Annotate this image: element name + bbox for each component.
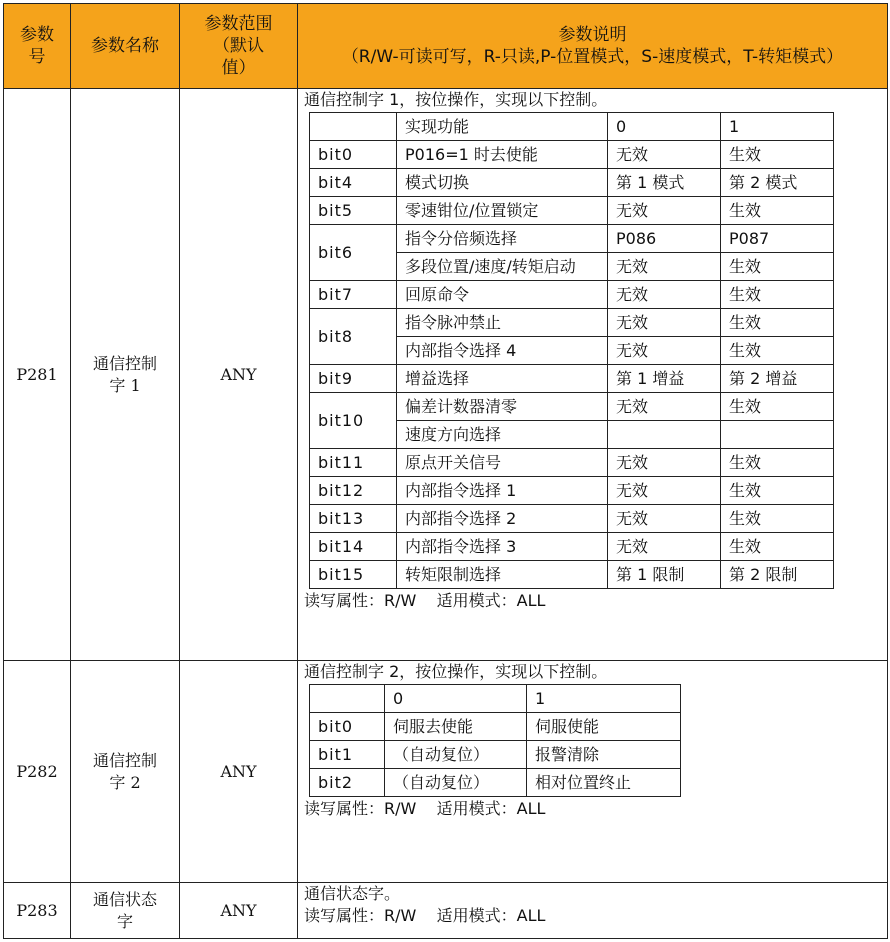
bit-function: 转矩限制选择 xyxy=(397,561,608,589)
param-row-p282 xyxy=(4,661,888,883)
header-range-line: 值） xyxy=(221,58,256,78)
param-desc xyxy=(298,661,888,883)
bit-value-1: 相对位置终止 xyxy=(527,769,681,797)
table-row xyxy=(310,477,834,505)
bit-value-0: 无效 xyxy=(608,309,721,337)
bit-label: bit1 xyxy=(310,741,385,769)
bit-value-0: 无效 xyxy=(608,505,721,533)
bit-label: bit9 xyxy=(310,365,397,393)
param-no: P283 xyxy=(4,883,71,939)
bit-value-0: 无效 xyxy=(608,393,721,421)
desc-footer: 读写属性：R/W 适用模式：ALL xyxy=(304,906,546,925)
table-row xyxy=(310,141,834,169)
bit-value-0: 第 1 模式 xyxy=(608,169,721,197)
bit-value-0: 无效 xyxy=(608,281,721,309)
bit-header-blank xyxy=(310,685,385,713)
bit-value-0: 无效 xyxy=(608,253,721,281)
header-row xyxy=(4,4,888,89)
bit-function: 内部指令选择 4 xyxy=(397,337,608,365)
table-row xyxy=(310,561,834,589)
bit-label: bit0 xyxy=(310,713,385,741)
bit-label: bit14 xyxy=(310,533,397,561)
param-range: ANY xyxy=(180,883,298,939)
bit-value-1: 第 2 增益 xyxy=(721,365,834,393)
table-row xyxy=(310,769,681,797)
bit-label: bit12 xyxy=(310,477,397,505)
bit-label: bit0 xyxy=(310,141,397,169)
bit-table-header xyxy=(310,685,681,713)
parameter-table xyxy=(3,3,888,939)
bit-label: bit6 xyxy=(310,225,397,281)
bit-header-v0: 0 xyxy=(385,685,527,713)
bit-label: bit5 xyxy=(310,197,397,225)
param-name xyxy=(71,89,180,661)
desc-footer: 读写属性：R/W 适用模式：ALL xyxy=(304,591,546,610)
bit-value-0: 无效 xyxy=(608,449,721,477)
header-param-desc xyxy=(298,4,888,89)
table-row xyxy=(310,393,834,421)
param-no: P282 xyxy=(4,661,71,883)
bit-function: 偏差计数器清零 xyxy=(397,393,608,421)
param-name-line: 通信控制 xyxy=(92,353,157,373)
bit-label: bit10 xyxy=(310,393,397,449)
param-desc xyxy=(298,883,888,939)
bit-value-0: 伺服去使能 xyxy=(385,713,527,741)
bit-function: 内部指令选择 2 xyxy=(397,505,608,533)
bit-value-0: （自动复位） xyxy=(385,741,527,769)
bit-value-0: 第 1 增益 xyxy=(608,365,721,393)
bit-value-0: 无效 xyxy=(608,141,721,169)
table-row xyxy=(310,225,834,253)
header-param-no-line: 参数 xyxy=(20,25,54,45)
header-param-no xyxy=(4,4,71,89)
bit-function: 多段位置/速度/转矩启动 xyxy=(397,253,608,281)
bit-value-1 xyxy=(721,421,834,449)
table-row xyxy=(310,309,834,337)
bit-table-p281 xyxy=(309,112,834,589)
desc-footer: 读写属性：R/W 适用模式：ALL xyxy=(304,799,546,818)
bit-value-1: 生效 xyxy=(721,141,834,169)
table-row xyxy=(310,533,834,561)
param-range: ANY xyxy=(180,89,298,661)
bit-header-blank xyxy=(310,113,397,141)
table-row xyxy=(310,449,834,477)
bit-value-1: 伺服使能 xyxy=(527,713,681,741)
table-row xyxy=(310,505,834,533)
table-row xyxy=(310,169,834,197)
param-desc xyxy=(298,89,888,661)
bit-table-header xyxy=(310,113,834,141)
bit-label: bit4 xyxy=(310,169,397,197)
bit-value-0: 第 1 限制 xyxy=(608,561,721,589)
header-param-range xyxy=(180,4,298,89)
bit-value-1: 生效 xyxy=(721,337,834,365)
bit-label: bit2 xyxy=(310,769,385,797)
bit-label: bit15 xyxy=(310,561,397,589)
header-param-name: 参数名称 xyxy=(71,4,180,89)
header-param-no-line: 号 xyxy=(28,47,46,67)
table-row xyxy=(310,365,834,393)
bit-function: 内部指令选择 1 xyxy=(397,477,608,505)
bit-function: P016=1 时去使能 xyxy=(397,141,608,169)
desc-intro: 通信状态字。 xyxy=(304,884,401,903)
bit-value-0: 无效 xyxy=(608,477,721,505)
header-desc-title: 参数说明 xyxy=(558,25,627,45)
bit-header-v1: 1 xyxy=(721,113,834,141)
table-row xyxy=(310,741,681,769)
param-range: ANY xyxy=(180,661,298,883)
bit-value-0: 无效 xyxy=(608,533,721,561)
param-name xyxy=(71,661,180,883)
bit-value-0: 无效 xyxy=(608,197,721,225)
bit-value-1: 报警清除 xyxy=(527,741,681,769)
param-row-p283 xyxy=(4,883,888,939)
bit-label: bit11 xyxy=(310,449,397,477)
header-range-line: （默认 xyxy=(213,36,264,56)
bit-value-0: P086 xyxy=(608,225,721,253)
param-name-line: 字 xyxy=(116,911,133,931)
param-name-line: 字 2 xyxy=(109,772,141,792)
bit-function: 回原命令 xyxy=(397,281,608,309)
bit-value-1: 生效 xyxy=(721,253,834,281)
param-name-line: 通信控制 xyxy=(92,750,157,770)
bit-label: bit8 xyxy=(310,309,397,365)
param-row-p281 xyxy=(4,89,888,661)
desc-intro: 通信控制字 2，按位操作，实现以下控制。 xyxy=(304,662,608,681)
bit-value-1: 第 2 限制 xyxy=(721,561,834,589)
param-name xyxy=(71,883,180,939)
bit-value-1: P087 xyxy=(721,225,834,253)
param-name-line: 字 1 xyxy=(109,375,141,395)
bit-value-1: 生效 xyxy=(721,309,834,337)
header-range-line: 参数范围 xyxy=(204,14,273,34)
bit-function: 指令脉冲禁止 xyxy=(397,309,608,337)
bit-function: 原点开关信号 xyxy=(397,449,608,477)
bit-function: 零速钳位/位置锁定 xyxy=(397,197,608,225)
bit-header-func: 实现功能 xyxy=(397,113,608,141)
bit-value-1: 生效 xyxy=(721,197,834,225)
bit-value-1: 生效 xyxy=(721,393,834,421)
bit-header-v0: 0 xyxy=(608,113,721,141)
bit-function: 内部指令选择 3 xyxy=(397,533,608,561)
desc-intro: 通信控制字 1，按位操作，实现以下控制。 xyxy=(304,90,608,109)
bit-value-1: 生效 xyxy=(721,477,834,505)
header-desc-legend: （R/W-可读可写，R-只读,P-位置模式，S-速度模式，T-转矩模式） xyxy=(341,47,844,67)
param-no: P281 xyxy=(4,89,71,661)
bit-value-1: 第 2 模式 xyxy=(721,169,834,197)
bit-value-0: （自动复位） xyxy=(385,769,527,797)
bit-table-p282 xyxy=(309,684,681,797)
bit-value-0 xyxy=(608,421,721,449)
bit-value-1: 生效 xyxy=(721,281,834,309)
bit-value-0: 无效 xyxy=(608,337,721,365)
bit-function: 速度方向选择 xyxy=(397,421,608,449)
table-row xyxy=(310,713,681,741)
table-row xyxy=(310,281,834,309)
bit-value-1: 生效 xyxy=(721,505,834,533)
bit-function: 增益选择 xyxy=(397,365,608,393)
bit-value-1: 生效 xyxy=(721,533,834,561)
bit-function: 模式切换 xyxy=(397,169,608,197)
bit-function: 指令分倍频选择 xyxy=(397,225,608,253)
bit-header-v1: 1 xyxy=(527,685,681,713)
table-row xyxy=(310,197,834,225)
bit-label: bit13 xyxy=(310,505,397,533)
param-name-line: 通信状态 xyxy=(92,889,157,909)
bit-label: bit7 xyxy=(310,281,397,309)
bit-value-1: 生效 xyxy=(721,449,834,477)
